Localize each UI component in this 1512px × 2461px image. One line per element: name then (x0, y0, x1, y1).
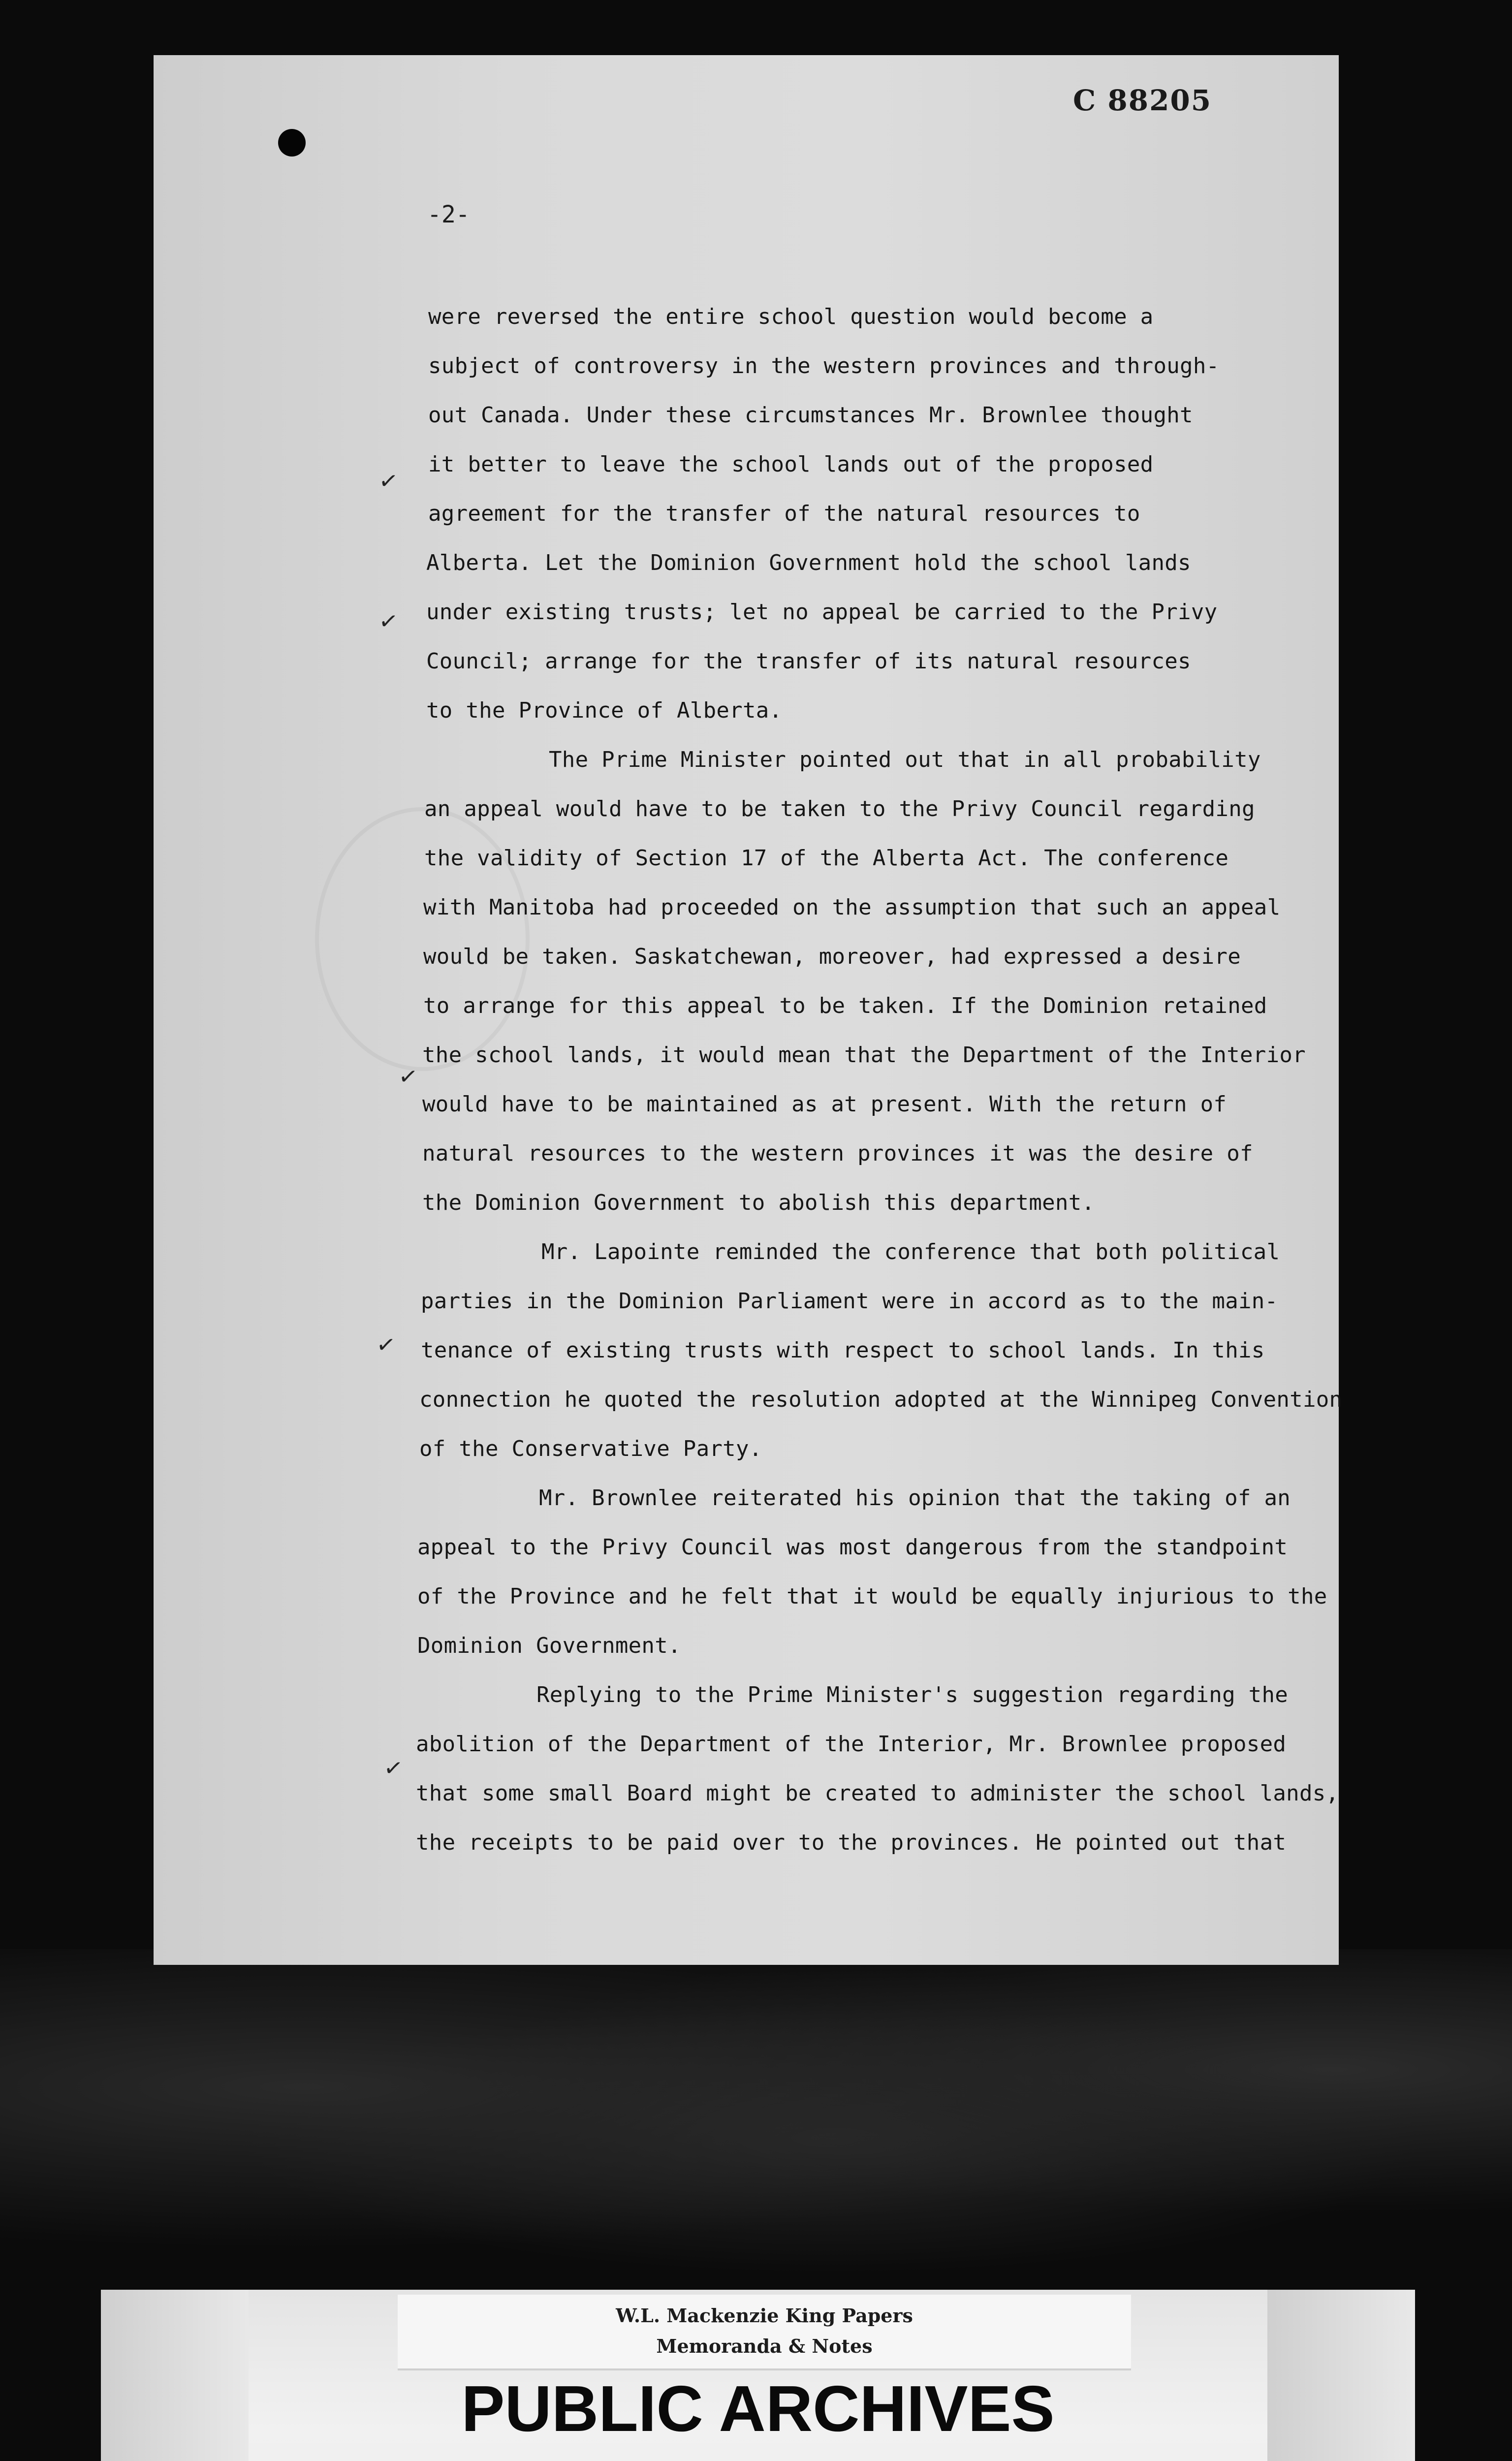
reference-number: C 88205 (1073, 84, 1212, 117)
text-line: of the Conservative Party. (419, 1436, 762, 1461)
text-line: natural resources to the western provinces it was the desire of (422, 1141, 1253, 1166)
check-mark-icon: ✓ (377, 606, 400, 636)
text-line: to arrange for this appeal to be taken. If the Dominion retained (423, 993, 1267, 1018)
text-line: abolition of the Department of the Interior, Mr. Brownlee proposed (416, 1732, 1287, 1757)
text-line: would have to be maintained as at present. With the return of (422, 1092, 1227, 1117)
text-line: appeal to the Privy Council was most dangerous from the standpoint (417, 1535, 1288, 1560)
text-line: an appeal would have to be taken to the Privy Council regarding (424, 796, 1255, 821)
text-line: the Dominion Government to abolish this department. (422, 1190, 1095, 1215)
text-line: with Manitoba had proceeded on the assumption that such an appeal (423, 895, 1281, 920)
archives-title-en: PUBLIC ARCHIVES (461, 2372, 1055, 2445)
text-line: Council; arrange for the transfer of its natural resources (426, 649, 1191, 674)
text-line: to the Province of Alberta. (426, 698, 783, 723)
text-line: of the Province and he felt that it would be equally injurious to the (417, 1584, 1327, 1609)
series-name: Memoranda & Notes (656, 2335, 873, 2357)
collection-label (398, 2295, 1131, 2368)
text-line: Dominion Government. (417, 1633, 681, 1658)
text-line: Alberta. Let the Dominion Government hold the school lands (426, 550, 1191, 575)
text-line: subject of controversy in the western provinces and through- (428, 353, 1220, 379)
punch-hole (278, 129, 306, 157)
text-line: would be taken. Saskatchewan, moreover, had expressed a desire (423, 944, 1241, 969)
text-line: agreement for the transfer of the natural resources to (428, 501, 1140, 526)
text-line: Mr. Brownlee reiterated his opinion that the taking of an (539, 1485, 1291, 1511)
text-line: the validity of Section 17 of the Alberta Act. The conference (424, 846, 1229, 871)
check-mark-icon: ✓ (375, 1330, 398, 1359)
check-mark-icon: ✓ (377, 466, 400, 496)
page-number: -2- (427, 201, 470, 228)
collection-name: W.L. Mackenzie King Papers (616, 2304, 913, 2327)
text-line: parties in the Dominion Parliament were in accord as to the main- (421, 1289, 1278, 1314)
text-line: Replying to the Prime Minister's suggestion regarding the (536, 1682, 1289, 1707)
text-line: connection he quoted the resolution adopted at the Winnipeg Convention (419, 1387, 1343, 1412)
text-line: the receipts to be paid over to the provinces. He pointed out that (416, 1830, 1287, 1855)
text-line: out Canada. Under these circumstances Mr. Brownlee thought (428, 403, 1193, 428)
film-background (0, 1949, 1512, 2294)
check-mark-icon: ✓ (382, 1753, 405, 1783)
text-line: it better to leave the school lands out of the proposed (428, 452, 1154, 477)
text-line: the school lands, it would mean that the Department of the Interior (422, 1042, 1306, 1068)
text-line: were reversed the entire school question would become a (428, 304, 1154, 329)
text-line: under existing trusts; let no appeal be carried to the Privy (426, 599, 1218, 625)
check-mark-icon: ✓ (397, 1062, 420, 1091)
text-line: that some small Board might be created to administer the school lands, (416, 1781, 1339, 1806)
text-line: tenance of existing trusts with respect to school lands. In this (421, 1338, 1265, 1363)
text-line: The Prime Minister pointed out that in all probability (549, 747, 1261, 772)
text-line: Mr. Lapointe reminded the conference that both political (541, 1239, 1280, 1264)
